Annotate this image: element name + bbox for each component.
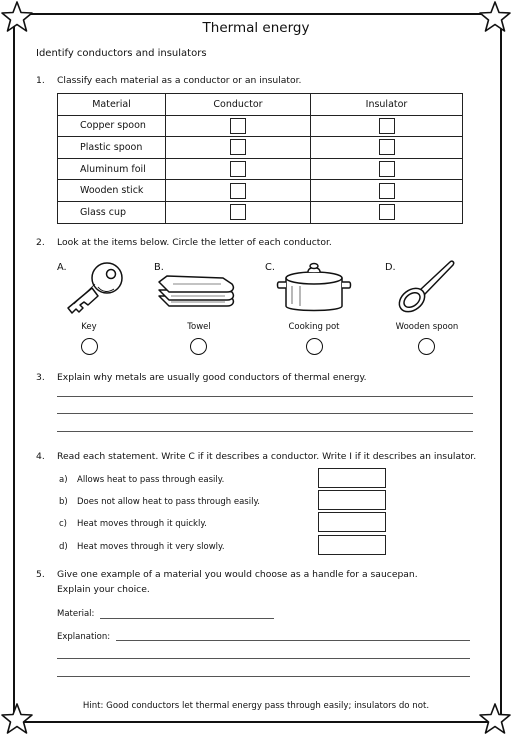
wooden-spoon-icon <box>394 258 458 316</box>
table-row <box>58 158 463 180</box>
column-header-material: Material <box>58 94 166 116</box>
question-number: 1. <box>36 75 45 86</box>
insulator-cell <box>311 201 463 223</box>
insulator-cell <box>311 115 463 137</box>
statement-letter: d) <box>59 542 68 552</box>
conductor-cell <box>166 158 311 180</box>
statement-letter: b) <box>59 497 68 507</box>
statement-text: Does not allow heat to pass through easily. <box>77 497 260 507</box>
statement-letter: c) <box>59 519 67 529</box>
insulator-cell <box>311 180 463 202</box>
statement-letter: a) <box>59 475 68 485</box>
insulator-checkbox[interactable] <box>379 118 395 134</box>
answer-circle[interactable] <box>306 338 323 355</box>
table-row <box>58 115 463 137</box>
item-label: Cooking pot <box>288 322 340 332</box>
conductor-checkbox[interactable] <box>230 161 246 177</box>
item-letter: C. <box>265 262 275 273</box>
page-title: Thermal energy <box>202 20 310 36</box>
material-answer-line[interactable] <box>100 618 274 619</box>
insulator-checkbox[interactable] <box>379 139 395 155</box>
table-header-row <box>58 94 463 116</box>
answer-box[interactable] <box>318 535 386 555</box>
insulator-checkbox[interactable] <box>379 183 395 199</box>
question-text: Read each statement. Write C if it describes a conductor. Write I if it describes an insulator. <box>57 451 477 462</box>
question-text: Explain why metals are usually good conductors of thermal energy. <box>57 372 367 383</box>
question-text: Explain your choice. <box>57 584 150 595</box>
material-name: Aluminum foil <box>58 158 166 180</box>
answer-box[interactable] <box>318 468 386 488</box>
explanation-answer-line[interactable] <box>57 676 470 677</box>
question-number: 4. <box>36 451 45 462</box>
section-heading: Identify conductors and insulators <box>36 48 207 59</box>
material-name: Glass cup <box>58 201 166 223</box>
column-header-conductor: Conductor <box>166 94 311 116</box>
answer-circle[interactable] <box>81 338 98 355</box>
answer-line[interactable] <box>57 396 473 397</box>
item-letter: B. <box>154 262 164 273</box>
question-number: 2. <box>36 237 45 248</box>
answer-circle[interactable] <box>418 338 435 355</box>
conductor-checkbox[interactable] <box>230 139 246 155</box>
item-letter: D. <box>385 262 396 273</box>
item-label: Towel <box>187 322 211 332</box>
material-label: Material: <box>57 609 95 619</box>
item-letter: A. <box>57 262 67 273</box>
material-name: Wooden stick <box>58 180 166 202</box>
answer-box[interactable] <box>318 490 386 510</box>
insulator-checkbox[interactable] <box>379 161 395 177</box>
cooking-pot-icon <box>276 260 352 316</box>
towel-icon <box>155 272 237 312</box>
question-number: 3. <box>36 372 45 383</box>
conductor-cell <box>166 115 311 137</box>
statement-text: Heat moves through it quickly. <box>77 519 207 529</box>
conductor-checkbox[interactable] <box>230 118 246 134</box>
question-text: Look at the items below. Circle the letter of each conductor. <box>57 237 332 248</box>
table-row <box>58 137 463 159</box>
statement-text: Allows heat to pass through easily. <box>77 475 225 485</box>
insulator-checkbox[interactable] <box>379 204 395 220</box>
question-text: Give one example of a material you would choose as a handle for a saucepan. <box>57 569 418 580</box>
item-label: Key <box>81 322 97 332</box>
insulator-cell <box>311 158 463 180</box>
question-number: 5. <box>36 569 45 580</box>
material-name: Copper spoon <box>58 115 166 137</box>
material-name: Plastic spoon <box>58 137 166 159</box>
insulator-cell <box>311 137 463 159</box>
key-icon <box>62 260 128 316</box>
conductor-cell <box>166 180 311 202</box>
answer-box[interactable] <box>318 512 386 532</box>
column-header-insulator: Insulator <box>311 94 463 116</box>
classification-table <box>57 93 463 224</box>
question-text: Classify each material as a conductor or an insulator. <box>57 75 302 86</box>
conductor-checkbox[interactable] <box>230 204 246 220</box>
answer-circle[interactable] <box>190 338 207 355</box>
conductor-checkbox[interactable] <box>230 183 246 199</box>
table-row <box>58 180 463 202</box>
answer-line[interactable] <box>57 413 473 414</box>
conductor-cell <box>166 137 311 159</box>
conductor-cell <box>166 201 311 223</box>
explanation-answer-line[interactable] <box>116 640 470 641</box>
answer-line[interactable] <box>57 431 473 432</box>
item-label: Wooden spoon <box>395 322 459 332</box>
explanation-answer-line[interactable] <box>57 658 470 659</box>
explanation-label: Explanation: <box>57 632 111 642</box>
statement-text: Heat moves through it very slowly. <box>77 542 225 552</box>
table-row <box>58 201 463 223</box>
hint-text: Hint: Good conductors let thermal energy pass through easily; insulators do not. <box>82 701 430 711</box>
